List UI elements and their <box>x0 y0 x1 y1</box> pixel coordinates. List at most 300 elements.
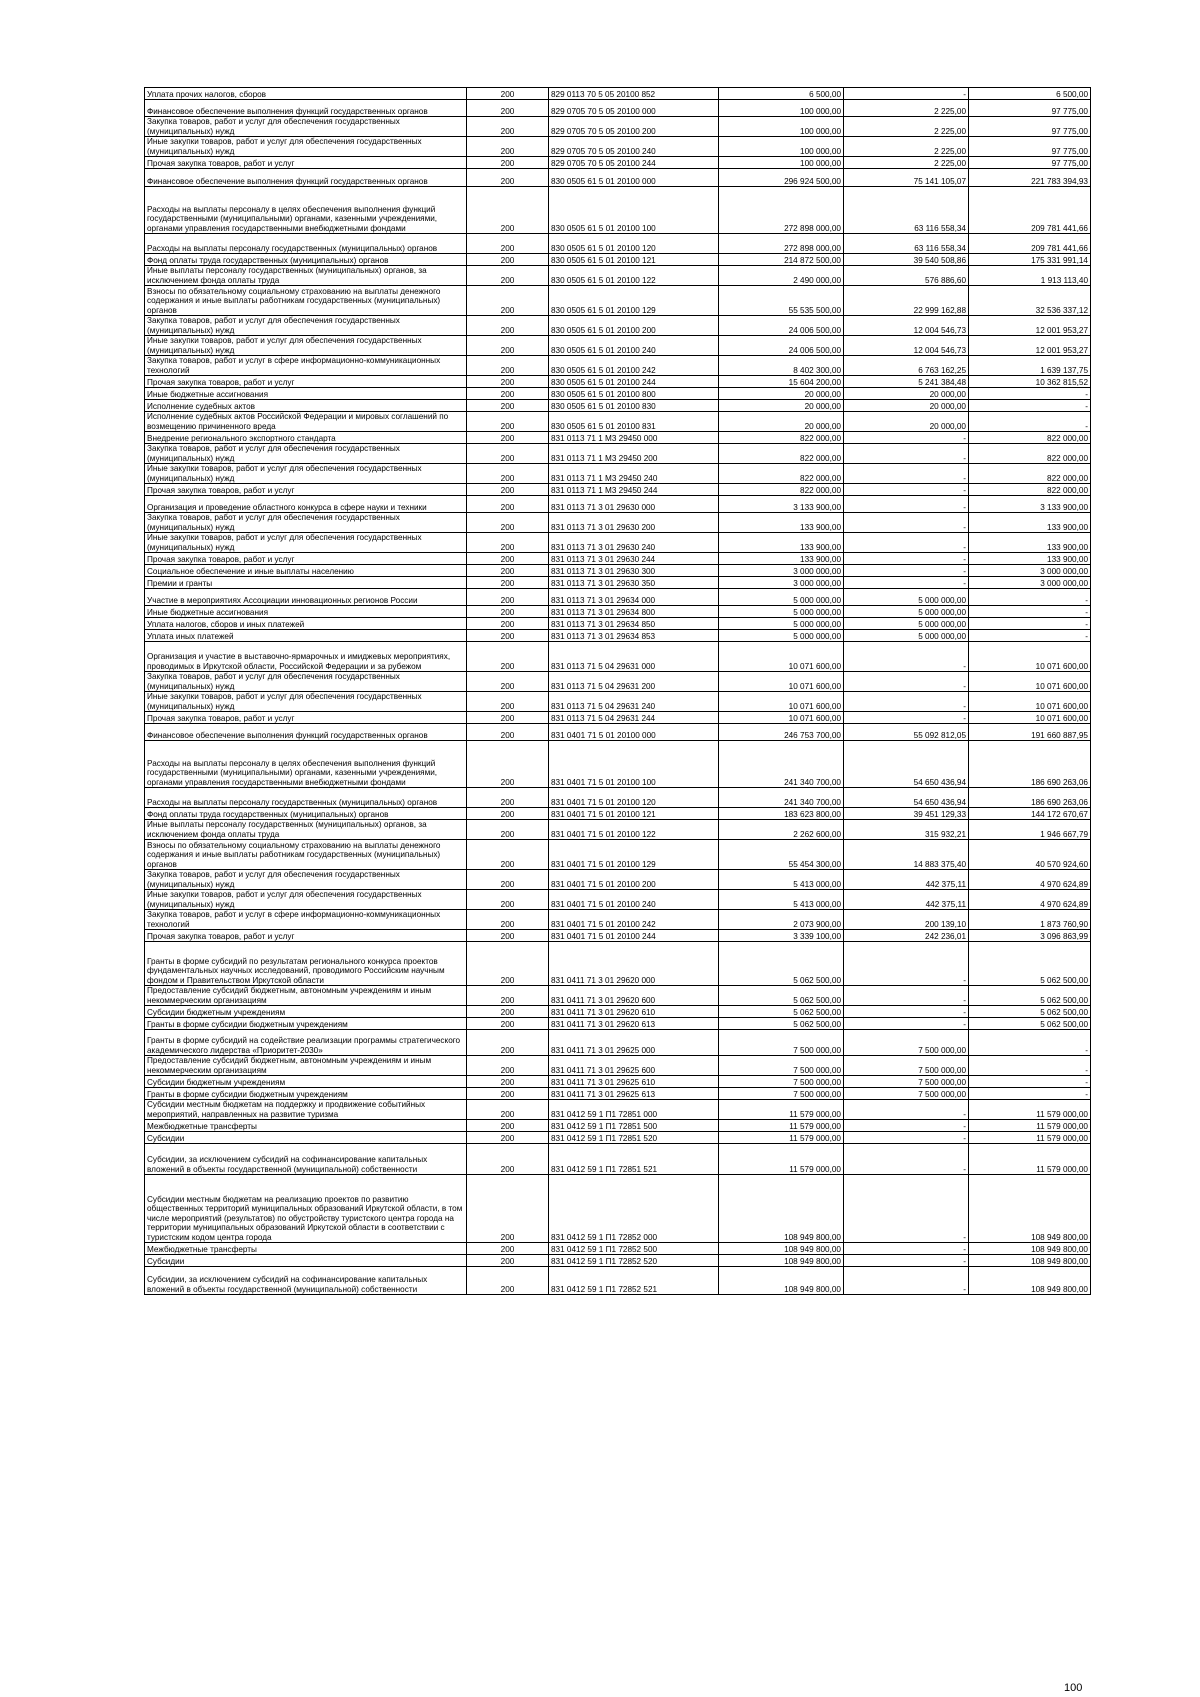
table-row <box>145 157 1091 169</box>
row-name: Уплата налогов, сборов и иных платежей <box>145 618 467 630</box>
row-code: 831 0113 71 3 01 29630 350 <box>549 577 719 589</box>
row-approved-amount: 241 340 700,00 <box>719 741 844 788</box>
row-approved-amount: 20 000,00 <box>719 400 844 412</box>
row-remaining-amount: 191 660 887,95 <box>969 724 1091 741</box>
row-status: 200 <box>467 1076 549 1088</box>
row-status: 200 <box>467 464 549 484</box>
row-remaining-amount: 11 579 000,00 <box>969 1132 1091 1144</box>
row-name: Закупка товаров, работ и услуг для обеспечения государственных (муниципальных) нужд <box>145 444 467 464</box>
row-executed-amount: - <box>844 496 969 513</box>
row-remaining-amount: - <box>969 606 1091 618</box>
row-name: Финансовое обеспечение выполнения функций государственных органов <box>145 169 467 187</box>
row-approved-amount: 822 000,00 <box>719 464 844 484</box>
row-name: Закупка товаров, работ и услуг в сфере информационно-коммуникационных технологий <box>145 910 467 930</box>
row-status: 200 <box>467 137 549 157</box>
row-remaining-amount: 97 775,00 <box>969 137 1091 157</box>
table-row <box>145 484 1091 496</box>
row-status: 200 <box>467 1100 549 1120</box>
row-name: Прочая закупка товаров, работ и услуг <box>145 712 467 724</box>
row-name: Субсидии местным бюджетам на реализацию проектов по развитию общественных территорий муниципальных образований Иркутской области, в том числе мероприятий (результатов) по обустройству туристского центра города на территории муниципальных образований Иркутской области в соответствии с туристским кодом центра города <box>145 1175 467 1243</box>
row-name: Прочая закупка товаров, работ и услуг <box>145 484 467 496</box>
row-remaining-amount: 108 949 800,00 <box>969 1267 1091 1295</box>
row-executed-amount: - <box>844 432 969 444</box>
row-name: Участие в мероприятиях Ассоциации инновационных регионов России <box>145 589 467 606</box>
row-remaining-amount: 10 071 600,00 <box>969 692 1091 712</box>
table-row <box>145 1030 1091 1056</box>
row-code: 829 0705 70 5 05 20100 244 <box>549 157 719 169</box>
row-name: Фонд оплаты труда государственных (муниципальных) органов <box>145 254 467 266</box>
row-status: 200 <box>467 496 549 513</box>
table-row <box>145 672 1091 692</box>
row-code: 831 0401 71 5 01 20100 242 <box>549 910 719 930</box>
row-approved-amount: 11 579 000,00 <box>719 1100 844 1120</box>
row-remaining-amount: 1 946 667,79 <box>969 820 1091 840</box>
row-approved-amount: 241 340 700,00 <box>719 788 844 808</box>
row-executed-amount: - <box>844 464 969 484</box>
row-code: 831 0412 59 1 П1 72851 000 <box>549 1100 719 1120</box>
row-executed-amount: 7 500 000,00 <box>844 1076 969 1088</box>
row-remaining-amount: 4 970 624,89 <box>969 870 1091 890</box>
row-code: 829 0705 70 5 05 20100 000 <box>549 100 719 117</box>
row-approved-amount: 5 413 000,00 <box>719 870 844 890</box>
row-name: Прочая закупка товаров, работ и услуг <box>145 553 467 565</box>
row-remaining-amount: 97 775,00 <box>969 100 1091 117</box>
row-approved-amount: 10 071 600,00 <box>719 642 844 672</box>
row-code: 831 0113 71 5 04 29631 240 <box>549 692 719 712</box>
row-code: 830 0505 61 5 01 20100 830 <box>549 400 719 412</box>
row-name: Субсидии, за исключением субсидий на софинансирование капитальных вложений в объекты государственной (муниципальной) собственности <box>145 1144 467 1175</box>
row-name: Предоставление субсидий бюджетным, автономным учреждениям и иным некоммерческим организациям <box>145 986 467 1006</box>
table-row <box>145 1132 1091 1144</box>
row-code: 830 0505 61 5 01 20100 100 <box>549 187 719 234</box>
row-approved-amount: 5 062 500,00 <box>719 942 844 986</box>
row-name: Финансовое обеспечение выполнения функций государственных органов <box>145 100 467 117</box>
row-code: 831 0401 71 5 01 20100 100 <box>549 741 719 788</box>
row-code: 831 0113 71 1 М3 29450 240 <box>549 464 719 484</box>
table-row <box>145 1175 1091 1243</box>
row-approved-amount: 133 900,00 <box>719 513 844 533</box>
row-executed-amount: 63 116 558,34 <box>844 234 969 254</box>
row-status: 200 <box>467 1243 549 1255</box>
row-approved-amount: 108 949 800,00 <box>719 1255 844 1267</box>
row-name: Субсидии бюджетным учреждениям <box>145 1076 467 1088</box>
row-executed-amount: - <box>844 1132 969 1144</box>
table-row <box>145 820 1091 840</box>
row-status: 200 <box>467 1120 549 1132</box>
row-code: 831 0401 71 5 01 20100 200 <box>549 870 719 890</box>
table-row <box>145 1006 1091 1018</box>
row-name: Социальное обеспечение и иные выплаты населению <box>145 565 467 577</box>
row-name: Исполнение судебных актов <box>145 400 467 412</box>
row-approved-amount: 822 000,00 <box>719 444 844 464</box>
row-code: 830 0505 61 5 01 20100 240 <box>549 336 719 356</box>
row-approved-amount: 8 402 300,00 <box>719 356 844 376</box>
row-approved-amount: 2 490 000,00 <box>719 266 844 286</box>
row-status: 200 <box>467 890 549 910</box>
row-approved-amount: 3 000 000,00 <box>719 577 844 589</box>
row-status: 200 <box>467 788 549 808</box>
row-name: Субсидии, за исключением субсидий на софинансирование капитальных вложений в объекты государственной (муниципальной) собственности <box>145 1267 467 1295</box>
row-code: 831 0113 71 3 01 29634 853 <box>549 630 719 642</box>
row-status: 200 <box>467 577 549 589</box>
row-remaining-amount: 5 062 500,00 <box>969 1006 1091 1018</box>
row-remaining-amount: 12 001 953,27 <box>969 336 1091 356</box>
row-status: 200 <box>467 553 549 565</box>
row-approved-amount: 5 000 000,00 <box>719 618 844 630</box>
row-remaining-amount: - <box>969 1088 1091 1100</box>
table-row <box>145 692 1091 712</box>
table-row <box>145 986 1091 1006</box>
row-remaining-amount: 133 900,00 <box>969 533 1091 553</box>
row-name: Иные закупки товаров, работ и услуг для обеспечения государственных (муниципальных) нужд <box>145 692 467 712</box>
row-status: 200 <box>467 692 549 712</box>
row-remaining-amount: 12 001 953,27 <box>969 316 1091 336</box>
table-row <box>145 316 1091 336</box>
row-code: 830 0505 61 5 01 20100 800 <box>549 388 719 400</box>
row-executed-amount: - <box>844 1255 969 1267</box>
row-code: 831 0411 71 3 01 29620 600 <box>549 986 719 1006</box>
row-name: Иные закупки товаров, работ и услуг для обеспечения государственных (муниципальных) нужд <box>145 137 467 157</box>
row-remaining-amount: - <box>969 1030 1091 1056</box>
row-remaining-amount: 108 949 800,00 <box>969 1243 1091 1255</box>
row-executed-amount: 2 225,00 <box>844 117 969 137</box>
row-name: Иные закупки товаров, работ и услуг для обеспечения государственных (муниципальных) нужд <box>145 336 467 356</box>
row-executed-amount: 442 375,11 <box>844 890 969 910</box>
row-status: 200 <box>467 432 549 444</box>
row-status: 200 <box>467 1144 549 1175</box>
row-remaining-amount: 822 000,00 <box>969 444 1091 464</box>
row-approved-amount: 24 006 500,00 <box>719 316 844 336</box>
row-code: 831 0412 59 1 П1 72852 000 <box>549 1175 719 1243</box>
row-name: Расходы на выплаты персоналу в целях обеспечения выполнения функций государственными (муниципальными) органами, казенными учреждениями, органами управления государственными внебюджетными фондами <box>145 187 467 234</box>
row-name: Иные выплаты персоналу государственных (муниципальных) органов, за исключением фонда оплаты труда <box>145 266 467 286</box>
row-approved-amount: 272 898 000,00 <box>719 234 844 254</box>
table-row <box>145 606 1091 618</box>
table-row <box>145 169 1091 187</box>
row-status: 200 <box>467 100 549 117</box>
row-remaining-amount: 186 690 263,06 <box>969 741 1091 788</box>
row-remaining-amount: 3 000 000,00 <box>969 577 1091 589</box>
row-name: Взносы по обязательному социальному страхованию на выплаты денежного содержания и иные выплаты работникам государственных (муниципальных) органов <box>145 840 467 870</box>
row-status: 200 <box>467 712 549 724</box>
row-approved-amount: 108 949 800,00 <box>719 1243 844 1255</box>
row-name: Исполнение судебных актов Российской Федерации и мировых соглашений по возмещению причиненного вреда <box>145 412 467 432</box>
row-executed-amount: - <box>844 553 969 565</box>
row-remaining-amount: 1 873 760,90 <box>969 910 1091 930</box>
row-executed-amount: 242 236,01 <box>844 930 969 942</box>
row-executed-amount: - <box>844 565 969 577</box>
table-row <box>145 137 1091 157</box>
row-remaining-amount: 175 331 991,14 <box>969 254 1091 266</box>
row-executed-amount: 39 451 129,33 <box>844 808 969 820</box>
row-code: 831 0113 71 5 04 29631 244 <box>549 712 719 724</box>
row-remaining-amount: 209 781 441,66 <box>969 234 1091 254</box>
table-row <box>145 187 1091 234</box>
row-status: 200 <box>467 412 549 432</box>
row-status: 200 <box>467 870 549 890</box>
row-code: 831 0113 71 1 М3 29450 200 <box>549 444 719 464</box>
row-executed-amount: 2 225,00 <box>844 100 969 117</box>
row-remaining-amount: 3 133 900,00 <box>969 496 1091 513</box>
row-status: 200 <box>467 910 549 930</box>
row-approved-amount: 2 073 900,00 <box>719 910 844 930</box>
row-executed-amount: - <box>844 1018 969 1030</box>
row-code: 831 0401 71 5 01 20100 240 <box>549 890 719 910</box>
row-code: 830 0505 61 5 01 20100 200 <box>549 316 719 336</box>
row-name: Иные бюджетные ассигнования <box>145 606 467 618</box>
row-status: 200 <box>467 254 549 266</box>
table-row <box>145 412 1091 432</box>
row-approved-amount: 11 579 000,00 <box>719 1144 844 1175</box>
row-approved-amount: 100 000,00 <box>719 157 844 169</box>
row-status: 200 <box>467 1255 549 1267</box>
row-remaining-amount: - <box>969 412 1091 432</box>
row-approved-amount: 296 924 500,00 <box>719 169 844 187</box>
row-code: 831 0113 71 1 М3 29450 000 <box>549 432 719 444</box>
row-code: 831 0113 71 3 01 29630 000 <box>549 496 719 513</box>
row-status: 200 <box>467 1088 549 1100</box>
row-remaining-amount: 133 900,00 <box>969 553 1091 565</box>
row-status: 200 <box>467 741 549 788</box>
row-remaining-amount: - <box>969 630 1091 642</box>
table-row <box>145 1088 1091 1100</box>
row-status: 200 <box>467 88 549 100</box>
row-code: 830 0505 61 5 01 20100 120 <box>549 234 719 254</box>
table-row <box>145 840 1091 870</box>
row-executed-amount: - <box>844 1006 969 1018</box>
row-name: Иные закупки товаров, работ и услуг для обеспечения государственных (муниципальных) нужд <box>145 533 467 553</box>
row-code: 831 0401 71 5 01 20100 121 <box>549 808 719 820</box>
row-code: 829 0113 70 5 05 20100 852 <box>549 88 719 100</box>
row-name: Закупка товаров, работ и услуг для обеспечения государственных (муниципальных) нужд <box>145 672 467 692</box>
row-name: Закупка товаров, работ и услуг в сфере информационно-коммуникационных технологий <box>145 356 467 376</box>
row-code: 831 0401 71 5 01 20100 000 <box>549 724 719 741</box>
row-approved-amount: 5 000 000,00 <box>719 589 844 606</box>
row-executed-amount: 7 500 000,00 <box>844 1030 969 1056</box>
row-name: Предоставление субсидий бюджетным, автономным учреждениям и иным некоммерческим организациям <box>145 1056 467 1076</box>
row-remaining-amount: 822 000,00 <box>969 484 1091 496</box>
row-executed-amount: - <box>844 533 969 553</box>
row-approved-amount: 183 623 800,00 <box>719 808 844 820</box>
row-remaining-amount: 5 062 500,00 <box>969 986 1091 1006</box>
row-code: 830 0505 61 5 01 20100 244 <box>549 376 719 388</box>
row-remaining-amount: 10 362 815,52 <box>969 376 1091 388</box>
row-code: 831 0412 59 1 П1 72851 521 <box>549 1144 719 1175</box>
table-row <box>145 870 1091 890</box>
row-status: 200 <box>467 589 549 606</box>
row-remaining-amount: 10 071 600,00 <box>969 712 1091 724</box>
table-row <box>145 234 1091 254</box>
row-code: 831 0113 71 3 01 29634 800 <box>549 606 719 618</box>
row-executed-amount: 20 000,00 <box>844 400 969 412</box>
row-executed-amount: 5 000 000,00 <box>844 589 969 606</box>
row-remaining-amount: - <box>969 1056 1091 1076</box>
row-code: 831 0113 71 5 04 29631 200 <box>549 672 719 692</box>
table-row <box>145 1018 1091 1030</box>
row-status: 200 <box>467 400 549 412</box>
row-status: 200 <box>467 642 549 672</box>
row-name: Иные закупки товаров, работ и услуг для обеспечения государственных (муниципальных) нужд <box>145 890 467 910</box>
table-row <box>145 618 1091 630</box>
table-row <box>145 100 1091 117</box>
table-row <box>145 513 1091 533</box>
table-row <box>145 642 1091 672</box>
row-status: 200 <box>467 234 549 254</box>
row-executed-amount: - <box>844 1175 969 1243</box>
row-remaining-amount: 32 536 337,12 <box>969 286 1091 316</box>
row-remaining-amount: 6 500,00 <box>969 88 1091 100</box>
row-remaining-amount: 11 579 000,00 <box>969 1120 1091 1132</box>
row-name: Премии и гранты <box>145 577 467 589</box>
table-row <box>145 464 1091 484</box>
row-executed-amount: - <box>844 88 969 100</box>
row-approved-amount: 6 500,00 <box>719 88 844 100</box>
row-status: 200 <box>467 266 549 286</box>
row-name: Гранты в форме субсидий по результатам регионального конкурса проектов фундаментальных научных исследований, проводимого Российским научным фондом и Правительством Иркутской области <box>145 942 467 986</box>
row-remaining-amount: 221 783 394,93 <box>969 169 1091 187</box>
table-row <box>145 286 1091 316</box>
row-code: 831 0411 71 3 01 29620 000 <box>549 942 719 986</box>
row-code: 831 0411 71 3 01 29620 613 <box>549 1018 719 1030</box>
row-code: 831 0411 71 3 01 29620 610 <box>549 1006 719 1018</box>
row-code: 830 0505 61 5 01 20100 242 <box>549 356 719 376</box>
row-status: 200 <box>467 1132 549 1144</box>
row-approved-amount: 11 579 000,00 <box>719 1120 844 1132</box>
table-row <box>145 1255 1091 1267</box>
table-row <box>145 376 1091 388</box>
row-code: 831 0411 71 3 01 29625 600 <box>549 1056 719 1076</box>
row-code: 831 0113 71 3 01 29634 000 <box>549 589 719 606</box>
row-status: 200 <box>467 565 549 577</box>
row-executed-amount: - <box>844 986 969 1006</box>
row-status: 200 <box>467 157 549 169</box>
table-row <box>145 1144 1091 1175</box>
row-executed-amount: 22 999 162,88 <box>844 286 969 316</box>
row-executed-amount: - <box>844 692 969 712</box>
row-name: Закупка товаров, работ и услуг для обеспечения государственных (муниципальных) нужд <box>145 513 467 533</box>
row-status: 200 <box>467 618 549 630</box>
row-status: 200 <box>467 376 549 388</box>
row-remaining-amount: 10 071 600,00 <box>969 642 1091 672</box>
row-approved-amount: 5 000 000,00 <box>719 630 844 642</box>
row-executed-amount: - <box>844 1267 969 1295</box>
row-executed-amount: - <box>844 513 969 533</box>
table-row <box>145 910 1091 930</box>
row-remaining-amount: 186 690 263,06 <box>969 788 1091 808</box>
row-name: Уплата прочих налогов, сборов <box>145 88 467 100</box>
row-name: Гранты в форме субсидии бюджетным учреждениям <box>145 1018 467 1030</box>
row-name: Субсидии местным бюджетам на поддержку и продвижение событийных мероприятий, направленных на развитие туризма <box>145 1100 467 1120</box>
table-row <box>145 444 1091 464</box>
row-approved-amount: 108 949 800,00 <box>719 1267 844 1295</box>
row-remaining-amount: 4 970 624,89 <box>969 890 1091 910</box>
table-row <box>145 890 1091 910</box>
page-number: 100 <box>1064 1682 1083 1694</box>
row-remaining-amount: - <box>969 618 1091 630</box>
row-approved-amount: 7 500 000,00 <box>719 1076 844 1088</box>
table-row <box>145 388 1091 400</box>
row-approved-amount: 7 500 000,00 <box>719 1030 844 1056</box>
table-body <box>145 88 1091 1295</box>
row-status: 200 <box>467 356 549 376</box>
row-remaining-amount: 1 913 113,40 <box>969 266 1091 286</box>
row-executed-amount: 5 000 000,00 <box>844 606 969 618</box>
row-status: 200 <box>467 336 549 356</box>
row-code: 831 0113 71 3 01 29630 200 <box>549 513 719 533</box>
row-executed-amount: 5 241 384,48 <box>844 376 969 388</box>
row-code: 829 0705 70 5 05 20100 200 <box>549 117 719 137</box>
row-executed-amount: 315 932,21 <box>844 820 969 840</box>
row-approved-amount: 10 071 600,00 <box>719 692 844 712</box>
row-name: Прочая закупка товаров, работ и услуг <box>145 157 467 169</box>
row-executed-amount: 54 650 436,94 <box>844 788 969 808</box>
row-status: 200 <box>467 533 549 553</box>
row-executed-amount: 2 225,00 <box>844 137 969 157</box>
row-remaining-amount: 822 000,00 <box>969 432 1091 444</box>
row-executed-amount: 39 540 508,86 <box>844 254 969 266</box>
row-approved-amount: 272 898 000,00 <box>719 187 844 234</box>
row-executed-amount: 5 000 000,00 <box>844 630 969 642</box>
row-executed-amount: 12 004 546,73 <box>844 316 969 336</box>
row-executed-amount: 200 139,10 <box>844 910 969 930</box>
row-remaining-amount: 97 775,00 <box>969 117 1091 137</box>
budget-execution-table <box>144 87 1091 1295</box>
row-status: 200 <box>467 169 549 187</box>
row-name: Организация и проведение областного конкурса в сфере науки и техники <box>145 496 467 513</box>
row-name: Закупка товаров, работ и услуг для обеспечения государственных (муниципальных) нужд <box>145 870 467 890</box>
table-row <box>145 1267 1091 1295</box>
row-status: 200 <box>467 444 549 464</box>
row-status: 200 <box>467 630 549 642</box>
row-approved-amount: 133 900,00 <box>719 533 844 553</box>
row-remaining-amount: 11 579 000,00 <box>969 1100 1091 1120</box>
row-executed-amount: 54 650 436,94 <box>844 741 969 788</box>
row-executed-amount: 7 500 000,00 <box>844 1088 969 1100</box>
row-approved-amount: 5 413 000,00 <box>719 890 844 910</box>
row-status: 200 <box>467 187 549 234</box>
row-remaining-amount: 97 775,00 <box>969 157 1091 169</box>
table-row <box>145 741 1091 788</box>
row-approved-amount: 7 500 000,00 <box>719 1088 844 1100</box>
row-approved-amount: 100 000,00 <box>719 117 844 137</box>
row-code: 831 0412 59 1 П1 72851 500 <box>549 1120 719 1132</box>
row-approved-amount: 5 062 500,00 <box>719 986 844 1006</box>
table-row <box>145 553 1091 565</box>
row-remaining-amount: 5 062 500,00 <box>969 942 1091 986</box>
row-approved-amount: 822 000,00 <box>719 432 844 444</box>
row-name: Субсидии бюджетным учреждениям <box>145 1006 467 1018</box>
row-code: 831 0401 71 5 01 20100 120 <box>549 788 719 808</box>
row-status: 200 <box>467 388 549 400</box>
row-name: Фонд оплаты труда государственных (муниципальных) органов <box>145 808 467 820</box>
row-code: 830 0505 61 5 01 20100 122 <box>549 266 719 286</box>
table-row <box>145 942 1091 986</box>
row-name: Уплата иных платежей <box>145 630 467 642</box>
row-name: Расходы на выплаты персоналу государственных (муниципальных) органов <box>145 234 467 254</box>
row-executed-amount: - <box>844 577 969 589</box>
row-executed-amount: 63 116 558,34 <box>844 187 969 234</box>
row-executed-amount: 55 092 812,05 <box>844 724 969 741</box>
row-executed-amount: 7 500 000,00 <box>844 1056 969 1076</box>
row-code: 830 0505 61 5 01 20100 831 <box>549 412 719 432</box>
table-row <box>145 254 1091 266</box>
row-status: 200 <box>467 840 549 870</box>
row-approved-amount: 55 454 300,00 <box>719 840 844 870</box>
row-code: 831 0401 71 5 01 20100 122 <box>549 820 719 840</box>
table-row <box>145 1100 1091 1120</box>
row-approved-amount: 822 000,00 <box>719 484 844 496</box>
row-remaining-amount: - <box>969 589 1091 606</box>
